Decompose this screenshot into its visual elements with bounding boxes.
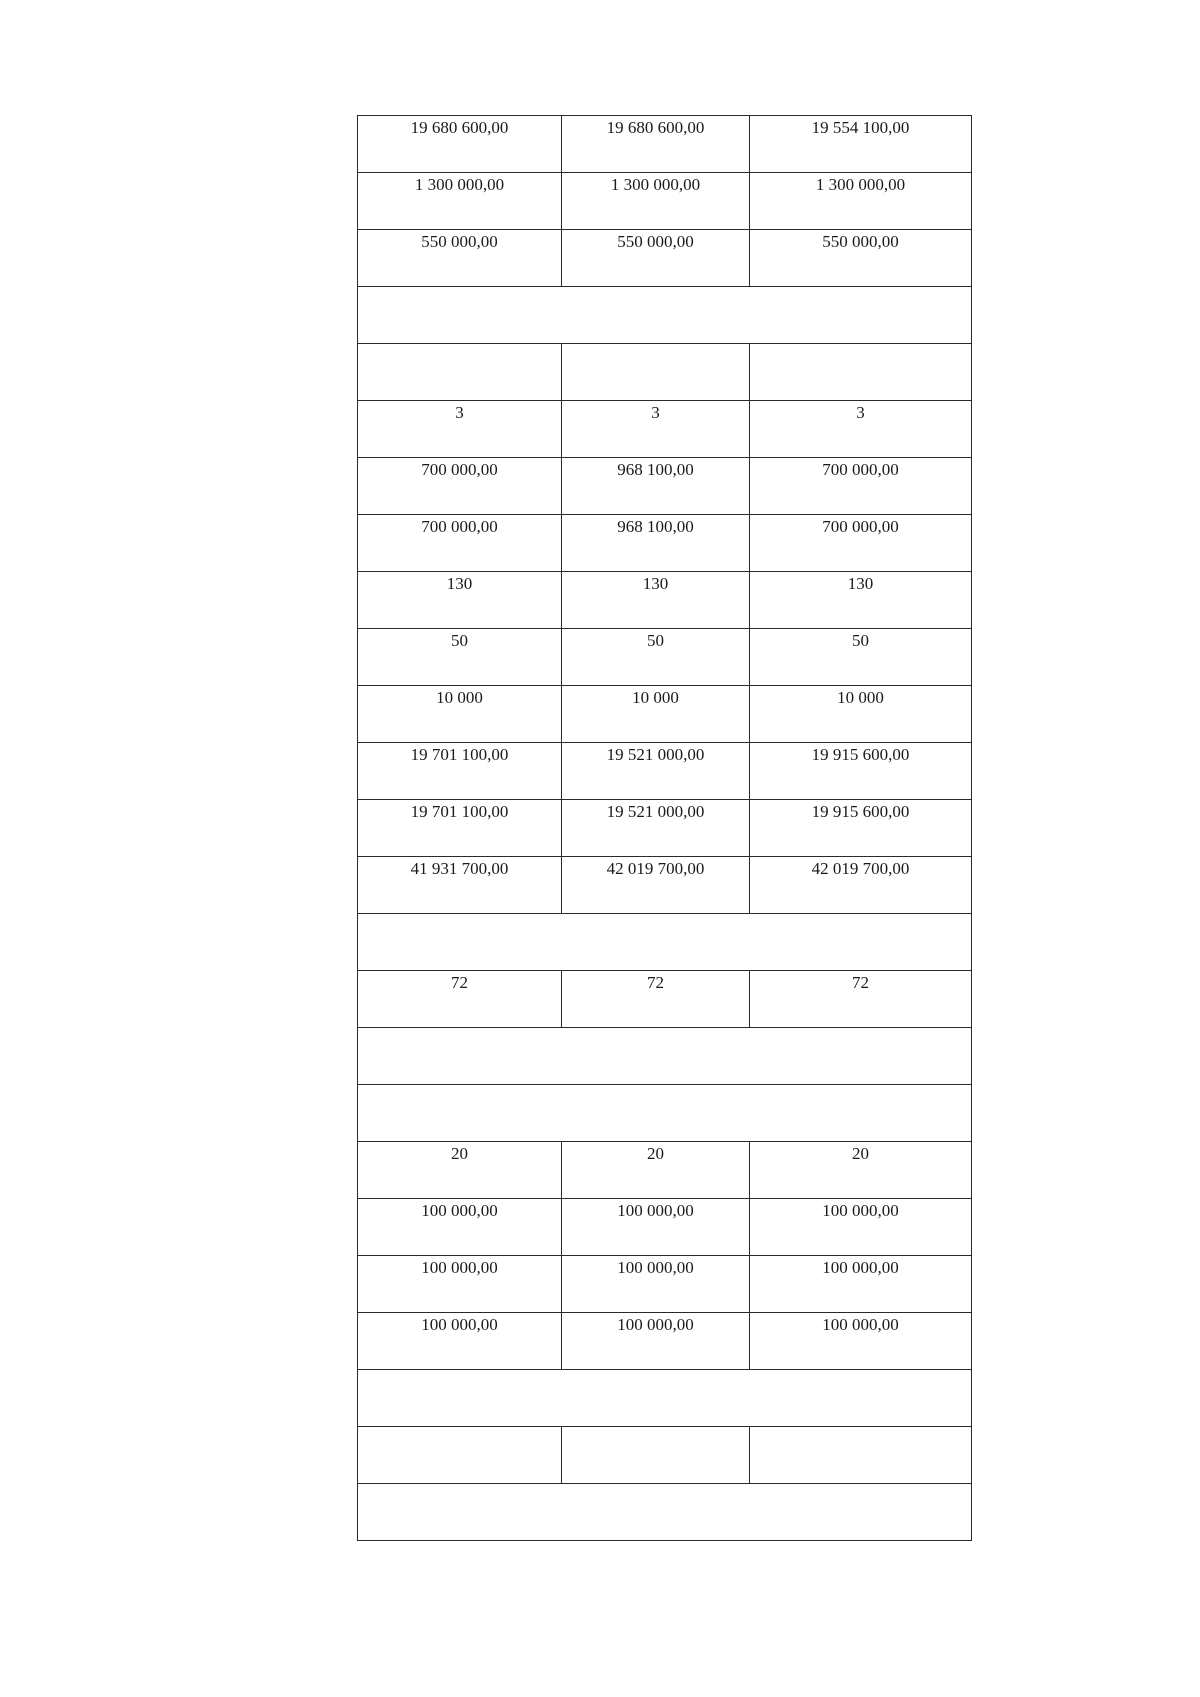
cell-text: 968 100,00 [617, 460, 694, 479]
table-cell [358, 1427, 562, 1484]
cell-text: 72 [647, 973, 664, 992]
table-row [358, 1313, 972, 1370]
cell-text: 100 000,00 [617, 1201, 694, 1220]
table-cell [562, 857, 750, 914]
cell-text: 700 000,00 [421, 517, 498, 536]
cell-text: 20 [451, 1144, 468, 1163]
table-row [358, 686, 972, 743]
table-cell [750, 1142, 972, 1199]
table-cell [750, 743, 972, 800]
table-cell [562, 458, 750, 515]
table-cell [750, 572, 972, 629]
cell-text: 1 300 000,00 [815, 175, 906, 194]
table-row [358, 401, 972, 458]
table-row [358, 1199, 972, 1256]
table-cell [358, 230, 562, 287]
table-cell [750, 230, 972, 287]
table-cell [358, 344, 562, 401]
cell-text: 19 521 000,00 [606, 745, 705, 764]
table-cell [358, 515, 562, 572]
table-cell [358, 1256, 562, 1313]
table-row [358, 1142, 972, 1199]
table-cell [358, 1142, 562, 1199]
table-row [358, 116, 972, 173]
table-cell [750, 800, 972, 857]
cell-text: 50 [852, 631, 869, 650]
table-cell [562, 515, 750, 572]
table-cell-merged [358, 1484, 972, 1541]
values-table [357, 115, 972, 1541]
table-row [358, 1028, 972, 1085]
cell-text: 42 019 700,00 [606, 859, 705, 878]
cell-text [358, 1427, 561, 1429]
cell-text: 19 680 600,00 [606, 118, 705, 137]
table-row [358, 1427, 972, 1484]
table-cell [750, 686, 972, 743]
cell-text: 19 915 600,00 [811, 745, 910, 764]
cell-text [358, 1085, 971, 1087]
cell-text: 700 000,00 [421, 460, 498, 479]
table-cell [358, 800, 562, 857]
table-cell [358, 401, 562, 458]
table-cell [562, 344, 750, 401]
table-row [358, 743, 972, 800]
cell-text: 968 100,00 [617, 517, 694, 536]
table-cell [750, 515, 972, 572]
cell-text: 550 000,00 [421, 232, 498, 251]
cell-text: 3 [651, 403, 660, 422]
cell-text: 42 019 700,00 [811, 859, 910, 878]
table-cell [562, 116, 750, 173]
table-cell [562, 572, 750, 629]
cell-text: 130 [642, 574, 669, 593]
table-cell [562, 401, 750, 458]
table-cell-merged [358, 1085, 972, 1142]
cell-text: 700 000,00 [822, 460, 899, 479]
table-cell [358, 971, 562, 1028]
table-cell [750, 629, 972, 686]
table-cell [562, 686, 750, 743]
cell-text: 100 000,00 [421, 1315, 498, 1334]
cell-text: 50 [451, 631, 468, 650]
cell-text: 100 000,00 [617, 1315, 694, 1334]
table-cell [562, 1142, 750, 1199]
cell-text: 3 [856, 403, 865, 422]
cell-text: 50 [647, 631, 664, 650]
cell-text: 19 701 100,00 [410, 802, 509, 821]
cell-text [358, 1028, 971, 1030]
table-row [358, 971, 972, 1028]
table-row [358, 230, 972, 287]
cell-text [358, 914, 971, 916]
cell-text: 100 000,00 [617, 1258, 694, 1277]
table-cell [750, 344, 972, 401]
table-cell [750, 971, 972, 1028]
cell-text: 19 521 000,00 [606, 802, 705, 821]
table-cell [358, 743, 562, 800]
cell-text [358, 287, 971, 289]
table-cell [562, 629, 750, 686]
table-row [358, 515, 972, 572]
cell-text: 41 931 700,00 [410, 859, 509, 878]
table-cell [358, 173, 562, 230]
table-row [358, 287, 972, 344]
table-row [358, 1085, 972, 1142]
table-cell [750, 401, 972, 458]
table-cell [562, 1313, 750, 1370]
table-cell [750, 116, 972, 173]
table-cell-merged [358, 287, 972, 344]
table-cell [562, 230, 750, 287]
cell-text: 10 000 [837, 688, 884, 707]
table-cell [358, 458, 562, 515]
table-cell [562, 1256, 750, 1313]
cell-text: 100 000,00 [822, 1315, 899, 1334]
cell-text: 100 000,00 [421, 1201, 498, 1220]
cell-text: 3 [455, 403, 464, 422]
table-cell [358, 857, 562, 914]
table-cell [358, 686, 562, 743]
cell-text: 10 000 [632, 688, 679, 707]
cell-text: 19 915 600,00 [811, 802, 910, 821]
table-cell [358, 1199, 562, 1256]
cell-text: 130 [446, 574, 473, 593]
cell-text: 72 [451, 973, 468, 992]
cell-text [358, 344, 561, 346]
cell-text: 10 000 [436, 688, 483, 707]
table-cell [562, 971, 750, 1028]
cell-text: 130 [847, 574, 874, 593]
table-cell-merged [358, 914, 972, 971]
table-cell [562, 1199, 750, 1256]
cell-text: 1 300 000,00 [414, 175, 505, 194]
cell-text [562, 1427, 749, 1429]
table-cell [562, 743, 750, 800]
table-cell [562, 1427, 750, 1484]
table-row [358, 572, 972, 629]
cell-text: 19 701 100,00 [410, 745, 509, 764]
cell-text: 100 000,00 [822, 1201, 899, 1220]
cell-text: 20 [647, 1144, 664, 1163]
table-cell [750, 173, 972, 230]
table-cell [358, 116, 562, 173]
table-cell [750, 857, 972, 914]
cell-text: 550 000,00 [822, 232, 899, 251]
cell-text [358, 1370, 971, 1372]
cell-text: 19 554 100,00 [811, 118, 910, 137]
table-cell [750, 1256, 972, 1313]
table-row [358, 914, 972, 971]
cell-text: 550 000,00 [617, 232, 694, 251]
cell-text [750, 344, 971, 346]
cell-text [562, 344, 749, 346]
table-cell [750, 458, 972, 515]
cell-text: 100 000,00 [822, 1258, 899, 1277]
cell-text: 19 680 600,00 [410, 118, 509, 137]
table-row [358, 1484, 972, 1541]
cell-text: 100 000,00 [421, 1258, 498, 1277]
table-cell [358, 572, 562, 629]
table-row [358, 344, 972, 401]
table-row [358, 458, 972, 515]
table-row [358, 173, 972, 230]
cell-text: 72 [852, 973, 869, 992]
cell-text: 1 300 000,00 [610, 175, 701, 194]
table-cell [358, 629, 562, 686]
table-cell-merged [358, 1370, 972, 1427]
table-row [358, 1256, 972, 1313]
table-cell-merged [358, 1028, 972, 1085]
table-cell [562, 173, 750, 230]
table-cell [750, 1313, 972, 1370]
cell-text [750, 1427, 971, 1429]
table-row [358, 800, 972, 857]
cell-text: 700 000,00 [822, 517, 899, 536]
table-cell [750, 1199, 972, 1256]
table-cell [358, 1313, 562, 1370]
table-row [358, 629, 972, 686]
table-cell [750, 1427, 972, 1484]
table-row [358, 857, 972, 914]
cell-text: 20 [852, 1144, 869, 1163]
values-table-body [358, 116, 972, 1541]
table-cell [562, 800, 750, 857]
cell-text [358, 1484, 971, 1486]
table-row [358, 1370, 972, 1427]
